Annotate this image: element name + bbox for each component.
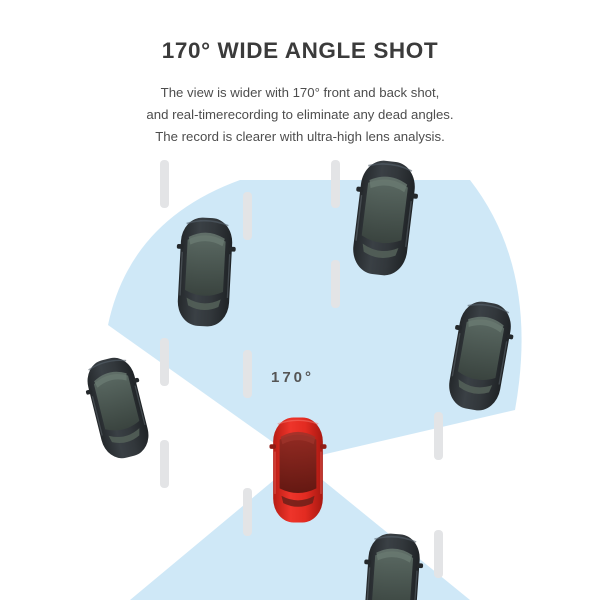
subtitle-line-2: and real-timerecording to eliminate any dead angles. — [146, 106, 454, 122]
page-subtitle — [0, 82, 600, 147]
angle-label: 170° — [271, 369, 315, 386]
subtitle-line-1: The view is wider with 170° front and back shot, — [160, 85, 440, 100]
car-ego-red — [269, 418, 326, 523]
page-title: 170° WIDE ANGLE SHOT — [161, 38, 439, 63]
wide-angle-diagram — [0, 160, 600, 600]
page-header — [0, 0, 600, 147]
subtitle-line-3: The record is clearer with ultra-high lens analysis. — [155, 128, 445, 144]
car-left-outer — [79, 353, 156, 464]
